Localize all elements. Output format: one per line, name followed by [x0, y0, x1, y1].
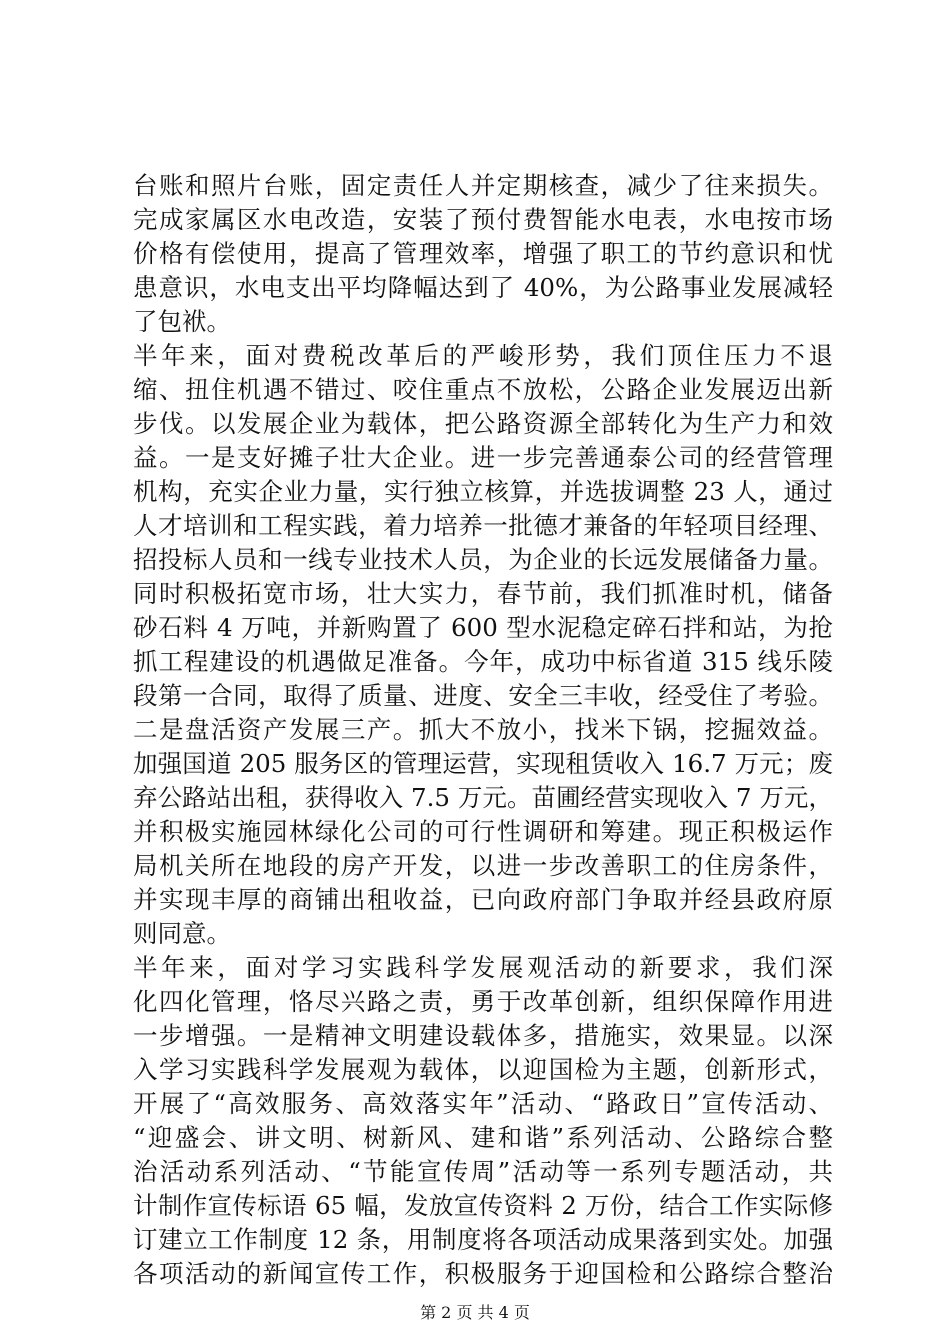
text-line: 益。一是支好摊子壮大企业。进一步完善通泰公司的经营管理	[133, 443, 833, 472]
text-line: 局机关所在地段的房产开发，以进一步改善职工的住房条件，	[133, 851, 833, 880]
text-line: 半年来，面对学习实践科学发展观活动的新要求，我们深	[133, 953, 833, 982]
text-line: 患意识，水电支出平均降幅达到了 40%，为公路事业发展减轻	[133, 273, 833, 302]
text-line: 同时积极拓宽市场，壮大实力，春节前，我们抓准时机，储备	[133, 579, 833, 608]
text-line: 台账和照片台账，固定责任人并定期核查，减少了往来损失。	[133, 171, 833, 200]
text-line: 各项活动的新闻宣传工作，积极服务于迎国检和公路综合整治	[133, 1259, 833, 1288]
text-line: 加强国道 205 服务区的管理运营，实现租赁收入 16.7 万元；废	[133, 749, 833, 778]
text-line: 半年来，面对费税改革后的严峻形势，我们顶住压力不退	[133, 341, 833, 370]
text-line: 入学习实践科学发展观为载体，以迎国检为主题，创新形式，	[133, 1055, 833, 1084]
text-line: 完成家属区水电改造，安装了预付费智能水电表，水电按市场	[133, 205, 833, 234]
text-line: 并积极实施园林绿化公司的可行性调研和筹建。现正积极运作	[133, 817, 833, 846]
text-line: 步伐。以发展企业为载体，把公路资源全部转化为生产力和效	[133, 409, 833, 438]
text-line: 了包袱。	[133, 307, 231, 336]
text-line: 计制作宣传标语 65 幅，发放宣传资料 2 万份，结合工作实际修	[133, 1191, 833, 1220]
text-line: 开展了“高效服务、高效落实年”活动、“路政日”宣传活动、	[133, 1089, 833, 1118]
text-line: 一步增强。一是精神文明建设载体多，措施实，效果显。以深	[133, 1021, 833, 1050]
text-line: 缩、扭住机遇不错过、咬住重点不放松，公路企业发展迈出新	[133, 375, 833, 404]
text-line: 抓工程建设的机遇做足准备。今年，成功中标省道 315 线乐陵	[133, 647, 833, 676]
text-line: 段第一合同，取得了质量、进度、安全三丰收，经受住了考验。	[133, 681, 833, 710]
text-line: “迎盛会、讲文明、树新风、建和谐”系列活动、公路综合整	[133, 1123, 833, 1152]
text-line: 二是盘活资产发展三产。抓大不放小，找米下锅，挖掘效益。	[133, 715, 833, 744]
page-footer: 第 2 页 共 4 页	[420, 1303, 530, 1322]
text-line: 并实现丰厚的商铺出租收益，已向政府部门争取并经县政府原	[133, 885, 833, 914]
text-line: 招投标人员和一线专业技术人员，为企业的长远发展储备力量。	[133, 545, 833, 574]
text-line: 人才培训和工程实践，着力培养一批德才兼备的年轻项目经理、	[133, 511, 833, 540]
text-line: 化四化管理，恪尽兴路之责，勇于改革创新，组织保障作用进	[133, 987, 833, 1016]
text-line: 治活动系列活动、“节能宣传周”活动等一系列专题活动，共	[133, 1157, 833, 1186]
text-line: 弃公路站出租，获得收入 7.5 万元。苗圃经营实现收入 7 万元，	[133, 783, 833, 812]
text-line: 价格有偿使用，提高了管理效率，增强了职工的节约意识和忧	[133, 239, 833, 268]
text-line: 订建立工作制度 12 条，用制度将各项活动成果落到实处。加强	[133, 1225, 833, 1254]
text-line: 机构，充实企业力量，实行独立核算，并选拔调整 23 人，通过	[133, 477, 833, 506]
text-line: 则同意。	[133, 919, 231, 948]
text-line: 砂石料 4 万吨，并新购置了 600 型水泥稳定碎石拌和站，为抢	[133, 613, 833, 642]
